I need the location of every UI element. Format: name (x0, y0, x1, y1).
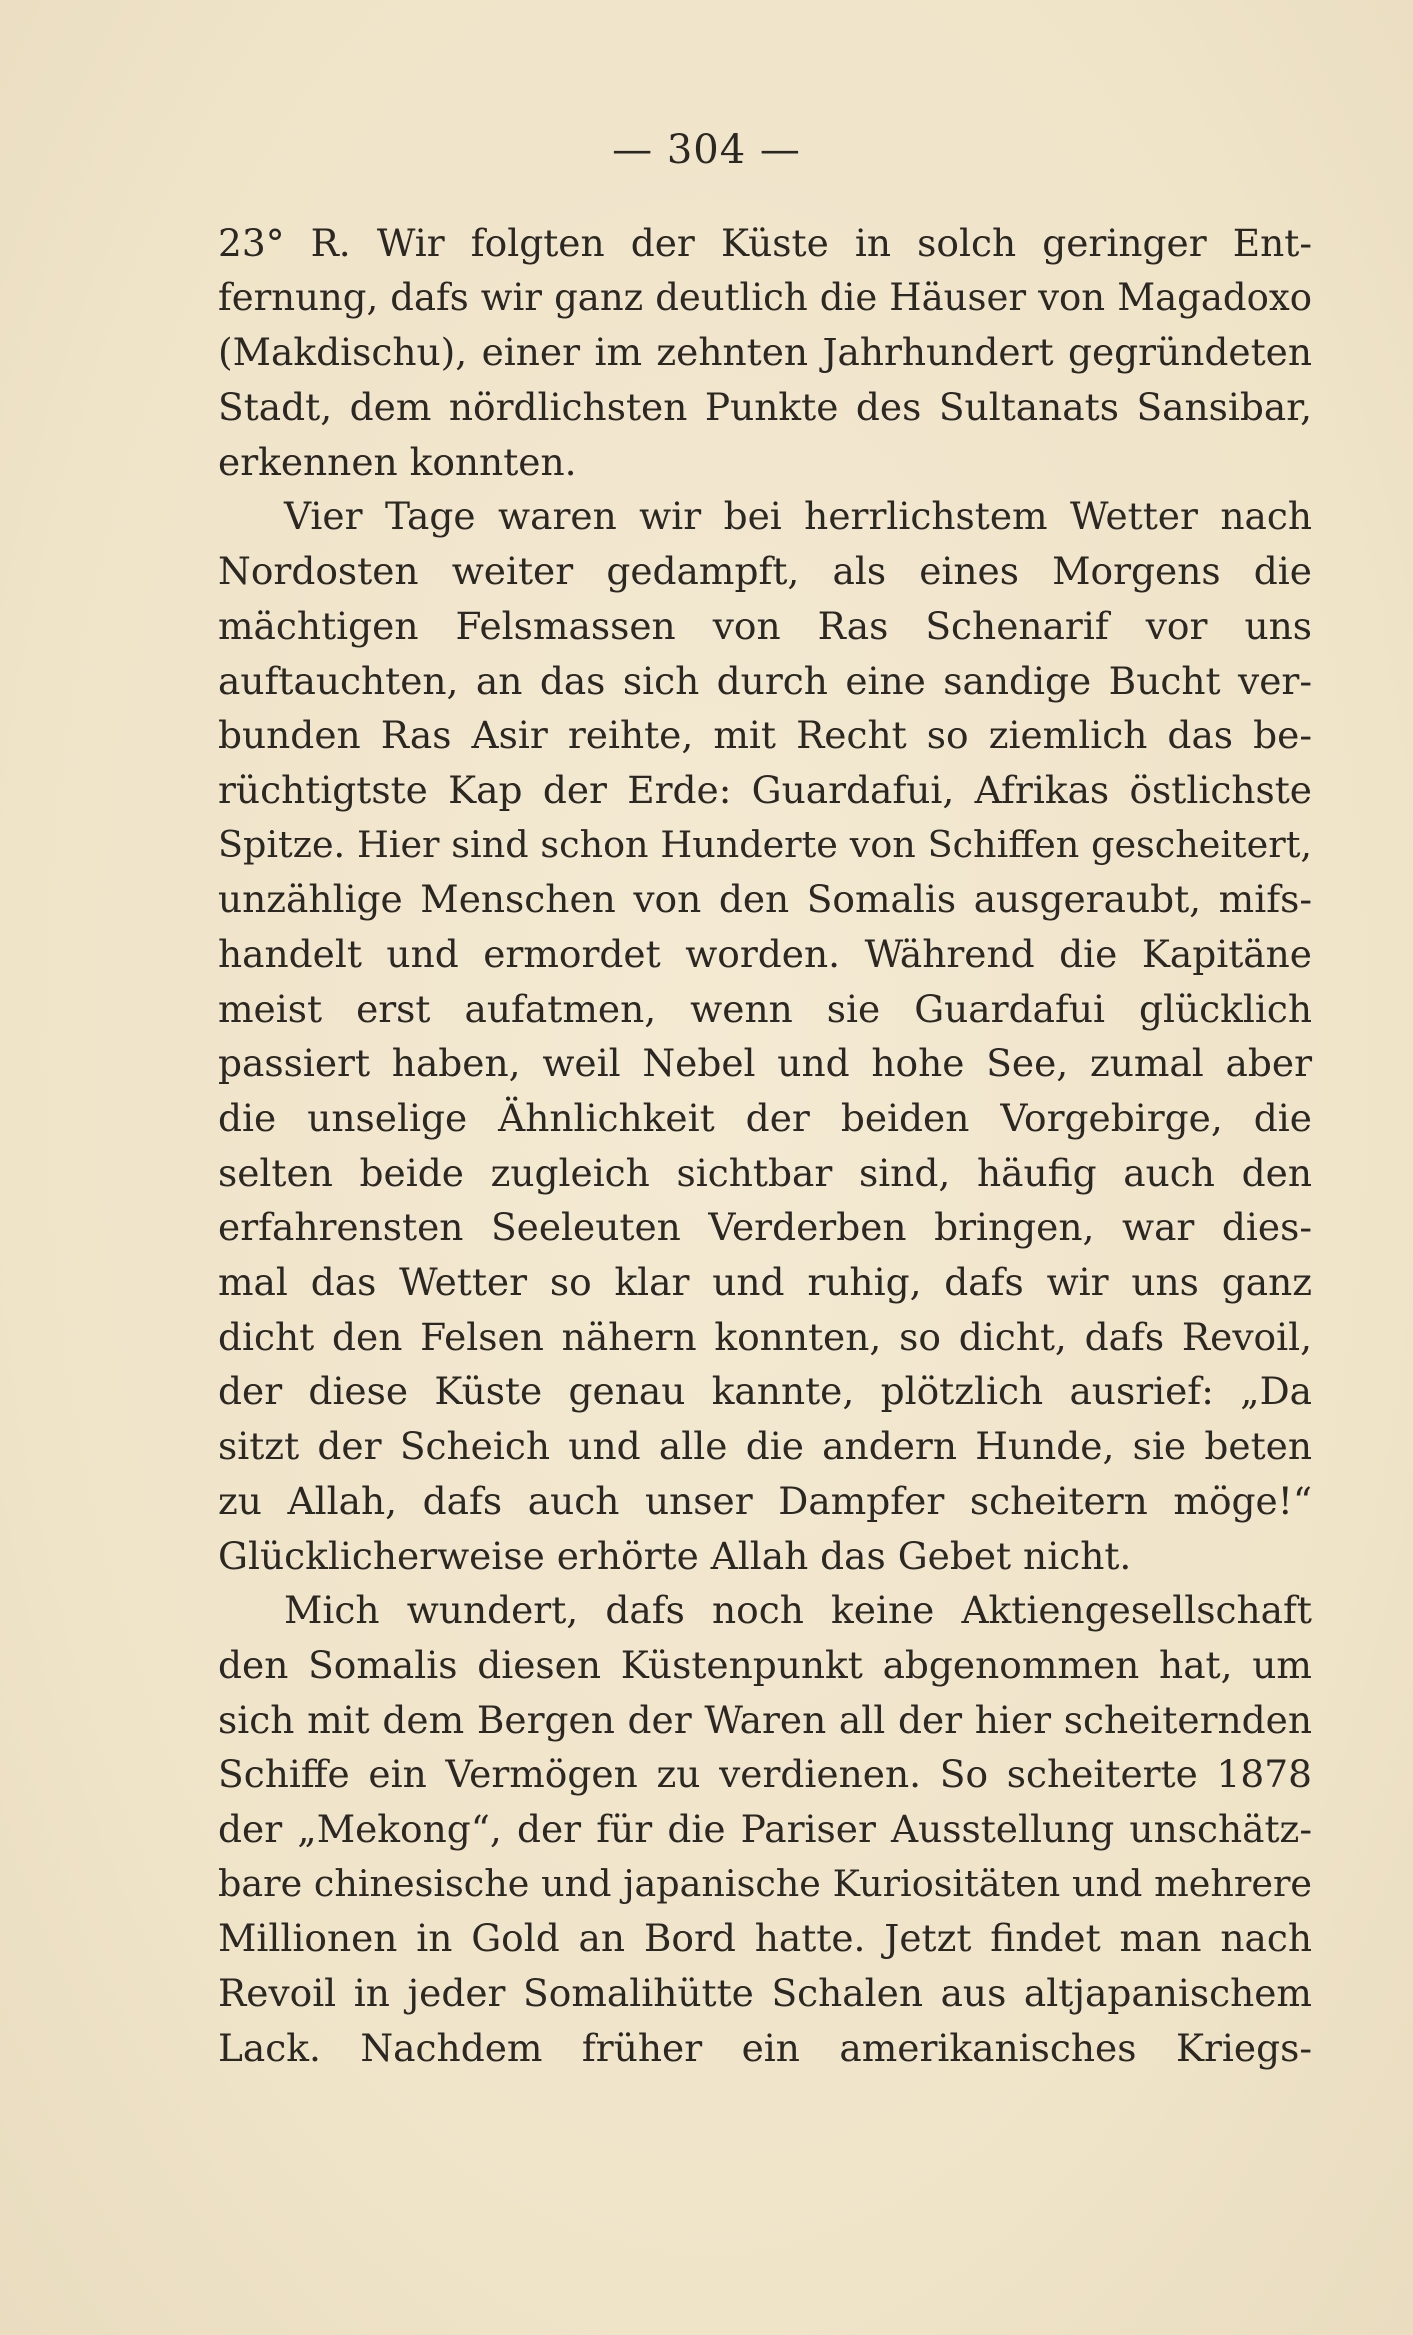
text-line: meist erst aufatmen, wenn sie Guardafui glücklich (218, 986, 1312, 1031)
text-line: die unselige Ähnlichkeit der beiden Vorgebirge, die (218, 1096, 1312, 1140)
text-line: passiert haben, weil Nebel und hohe See, zumal aber (218, 1041, 1312, 1086)
text-line: Vier Tage waren wir bei herrlichstem Wetter nach (284, 494, 1312, 539)
text-line: Millionen in Gold an Bord hatte. Jetzt findet man nach (218, 1916, 1312, 1961)
text-line: dicht den Felsen nähern konnten, so dicht, dafs Revoil, (218, 1314, 1312, 1359)
text-line: Mich wundert, dafs noch keine Aktiengesellschaft (284, 1588, 1312, 1633)
text-line: bunden Ras Asir reihte, mit Recht so ziemlich das be- (218, 713, 1312, 758)
text-line: der diese Küste genau kannte, plötzlich ausrief: „Da (218, 1369, 1312, 1414)
text-line: Spitze. Hier sind schon Hunderte von Schiffen gescheitert, (218, 822, 1312, 866)
text-line: Lack. Nachdem früher ein amerikanisches Kriegs- (218, 2025, 1312, 2070)
text-line: auftauchten, an das sich durch eine sandige Bucht ver- (218, 658, 1312, 703)
text-line: handelt und ermordet worden. Während die Kapitäne (218, 931, 1312, 976)
text-line: mächtigen Felsmassen von Ras Schenarif vor uns (218, 603, 1312, 648)
text-line: zu Allah, dafs auch unser Dampfer scheitern möge!“ (218, 1478, 1312, 1523)
text-line: sich mit dem Bergen der Waren all der hier scheiternden (218, 1697, 1312, 1742)
text-line: erfahrensten Seeleuten Verderben bringen, war dies- (218, 1205, 1312, 1250)
text-line: 23° R. Wir folgten der Küste in solch geringer Ent- (218, 221, 1312, 265)
text-line: Revoil in jeder Somalihütte Schalen aus altjapanischem (218, 1971, 1312, 2015)
text-line: fernung, dafs wir ganz deutlich die Häuser von Magadoxo (218, 275, 1312, 319)
text-line: Nordosten weiter gedampft, als eines Morgens die (218, 549, 1312, 594)
text-line: unzählige Menschen von den Somalis ausgeraubt, mifs- (218, 877, 1312, 922)
text-line: erkennen konnten. (218, 439, 577, 484)
page-number: — 304 — (612, 127, 801, 173)
text-line: bare chinesische und japanische Kuriositäten und mehrere (218, 1861, 1312, 1905)
text-line: den Somalis diesen Küstenpunkt abgenommen hat, um (218, 1642, 1312, 1687)
text-line: Glücklicherweise erhörte Allah das Gebet nicht. (218, 1533, 1132, 1578)
text-line: Schiffe ein Vermögen zu verdienen. So scheiterte 1878 (218, 1752, 1312, 1797)
text-line: mal das Wetter so klar und ruhig, dafs wir uns ganz (218, 1260, 1312, 1305)
text-line: der „Mekong“, der für die Pariser Ausstellung unschätz- (218, 1806, 1312, 1851)
text-line: (Makdischu), einer im zehnten Jahrhundert gegründeten (218, 330, 1312, 375)
text-line: selten beide zugleich sichtbar sind, häufig auch den (218, 1150, 1312, 1195)
text-line: rüchtigtste Kap der Erde: Guardafui, Afrikas östlichste (218, 767, 1312, 812)
text-line: Stadt, dem nördlichsten Punkte des Sultanats Sansibar, (218, 385, 1312, 430)
body-text (218, 216, 1312, 2075)
text-line: sitzt der Scheich und alle die andern Hunde, sie beten (218, 1424, 1312, 1469)
